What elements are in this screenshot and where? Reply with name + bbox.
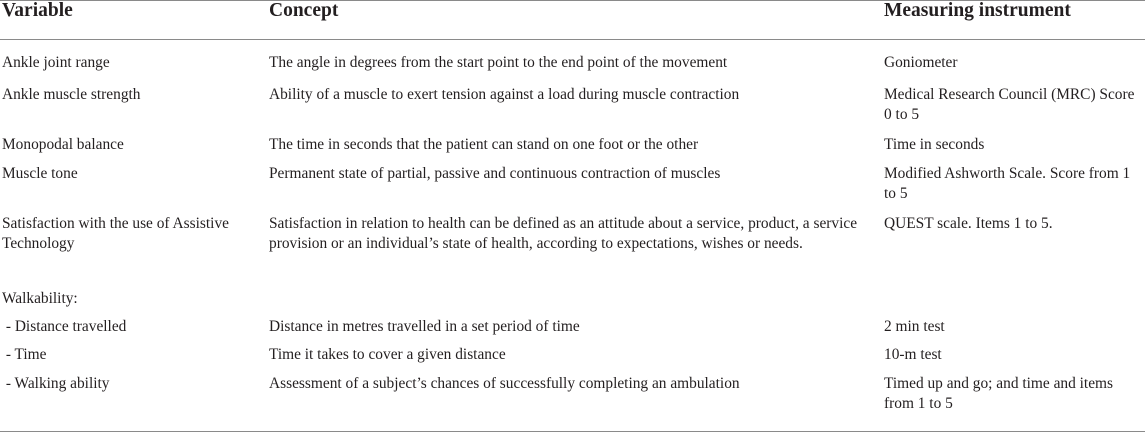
table-row-variable: Ankle muscle strength xyxy=(2,86,141,103)
header-measuring-instrument: Measuring instrument xyxy=(884,0,1071,21)
table-row-variable: Ankle joint range xyxy=(2,54,110,71)
table-row-concept: Permanent state of partial, passive and continuous contraction of muscles xyxy=(269,165,721,182)
table-row-variable: - Time xyxy=(2,346,47,363)
table-row-instrument: QUEST scale. Items 1 to 5. xyxy=(884,215,1053,232)
table-row-variable: Monopodal balance xyxy=(2,136,124,153)
header-rule xyxy=(0,39,1145,40)
table-row-concept: The angle in degrees from the start point to the end point of the movement xyxy=(269,54,728,71)
table-row-concept: The time in seconds that the patient can stand on one foot or the other xyxy=(269,136,699,153)
table-row-concept: Ability of a muscle to exert tension against a load during muscle contraction xyxy=(269,86,740,103)
table-row-concept: Satisfaction in relation to health can be defined as an attitude about a service, product, a service provision or an individual’s state of health, according to expectations, wishes or needs. xyxy=(269,215,858,252)
table-row-variable: - Walking ability xyxy=(2,375,110,392)
table-row-instrument: 2 min test xyxy=(884,318,945,335)
table-row-concept: Assessment of a subject’s chances of successfully completing an ambulation xyxy=(269,375,740,392)
table-row-variable: Satisfaction with the use of Assistive Technology xyxy=(2,215,229,252)
table-row-variable: Muscle tone xyxy=(2,165,78,182)
table-row-concept: Time it takes to cover a given distance xyxy=(269,346,506,363)
table-row-instrument: Goniometer xyxy=(884,54,958,71)
table-row-instrument: Time in seconds xyxy=(884,136,985,153)
header-variable: Variable xyxy=(2,0,73,21)
header-concept: Concept xyxy=(269,0,339,21)
table-row-instrument: Timed up and go; and time and items from 1 to 5 xyxy=(884,375,1113,412)
table-row-instrument: Modified Ashworth Scale. Score from 1 to 5 xyxy=(884,165,1131,202)
table-row-instrument: 10-m test xyxy=(884,346,942,363)
table-row-concept: Distance in metres travelled in a set period of time xyxy=(269,318,580,335)
table-row-group-heading: Walkability: xyxy=(2,290,78,307)
table-row-instrument: Medical Research Council (MRC) Score 0 to 5 xyxy=(884,86,1135,123)
table-row-variable: - Distance travelled xyxy=(2,318,127,335)
table-bottom-rule xyxy=(0,431,1145,432)
